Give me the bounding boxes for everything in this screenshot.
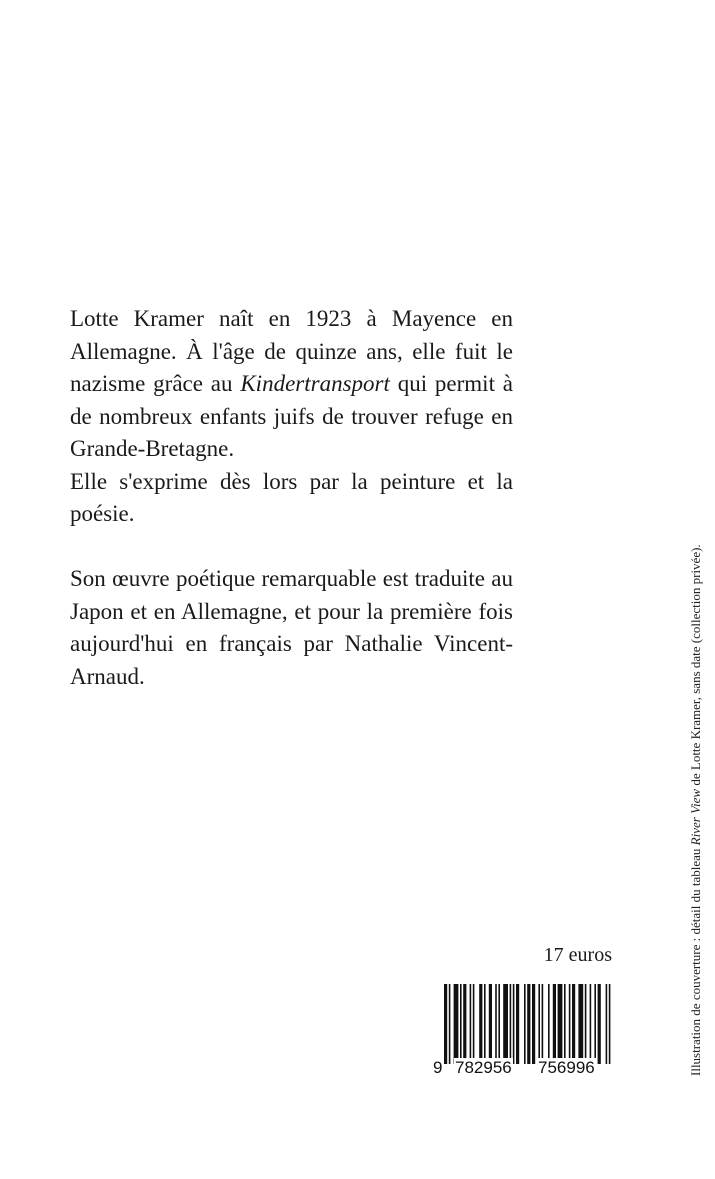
blurb-p1-text-a: Lotte Kramer naît en 1923 à Mayence en Allemagne. À l'âge de quinze ans, elle fuit le nazisme grâce au [70, 306, 513, 396]
credit-suffix: de Lotte Kramer, sans date (collection privée). [688, 544, 703, 789]
isbn-first-digit: 9 [433, 1058, 443, 1077]
isbn-right-group: 756996 [538, 1058, 595, 1077]
kindertransport-italic: Kindertransport [240, 371, 390, 396]
credit-painting-title: River View [688, 788, 703, 846]
blurb-paragraph-2: Elle s'exprime dès lors par la peinture et la poésie. [70, 468, 513, 526]
blurb-paragraph-1 [70, 303, 513, 466]
blurb-paragraph-3: Son œuvre poétique remarquable est traduite au Japon et en Allemagne, et pour la première fois aujourd'hui en français par Nathalie Vincent-Arnaud. [70, 566, 513, 689]
paragraph-gap [70, 531, 513, 564]
blurb-p1-text-b: qui permit à de nombreux enfants juifs de trouver refuge en Grande-Bretagne. [70, 371, 513, 461]
price-label: 17 euros [543, 944, 612, 966]
back-cover-blurb [70, 303, 513, 693]
barcode-bars [430, 984, 615, 1064]
cover-illustration-credit [688, 544, 704, 1076]
isbn-left-group: 782956 [455, 1058, 512, 1077]
credit-prefix: Illustration de couverture : détail du tableau [688, 845, 703, 1076]
